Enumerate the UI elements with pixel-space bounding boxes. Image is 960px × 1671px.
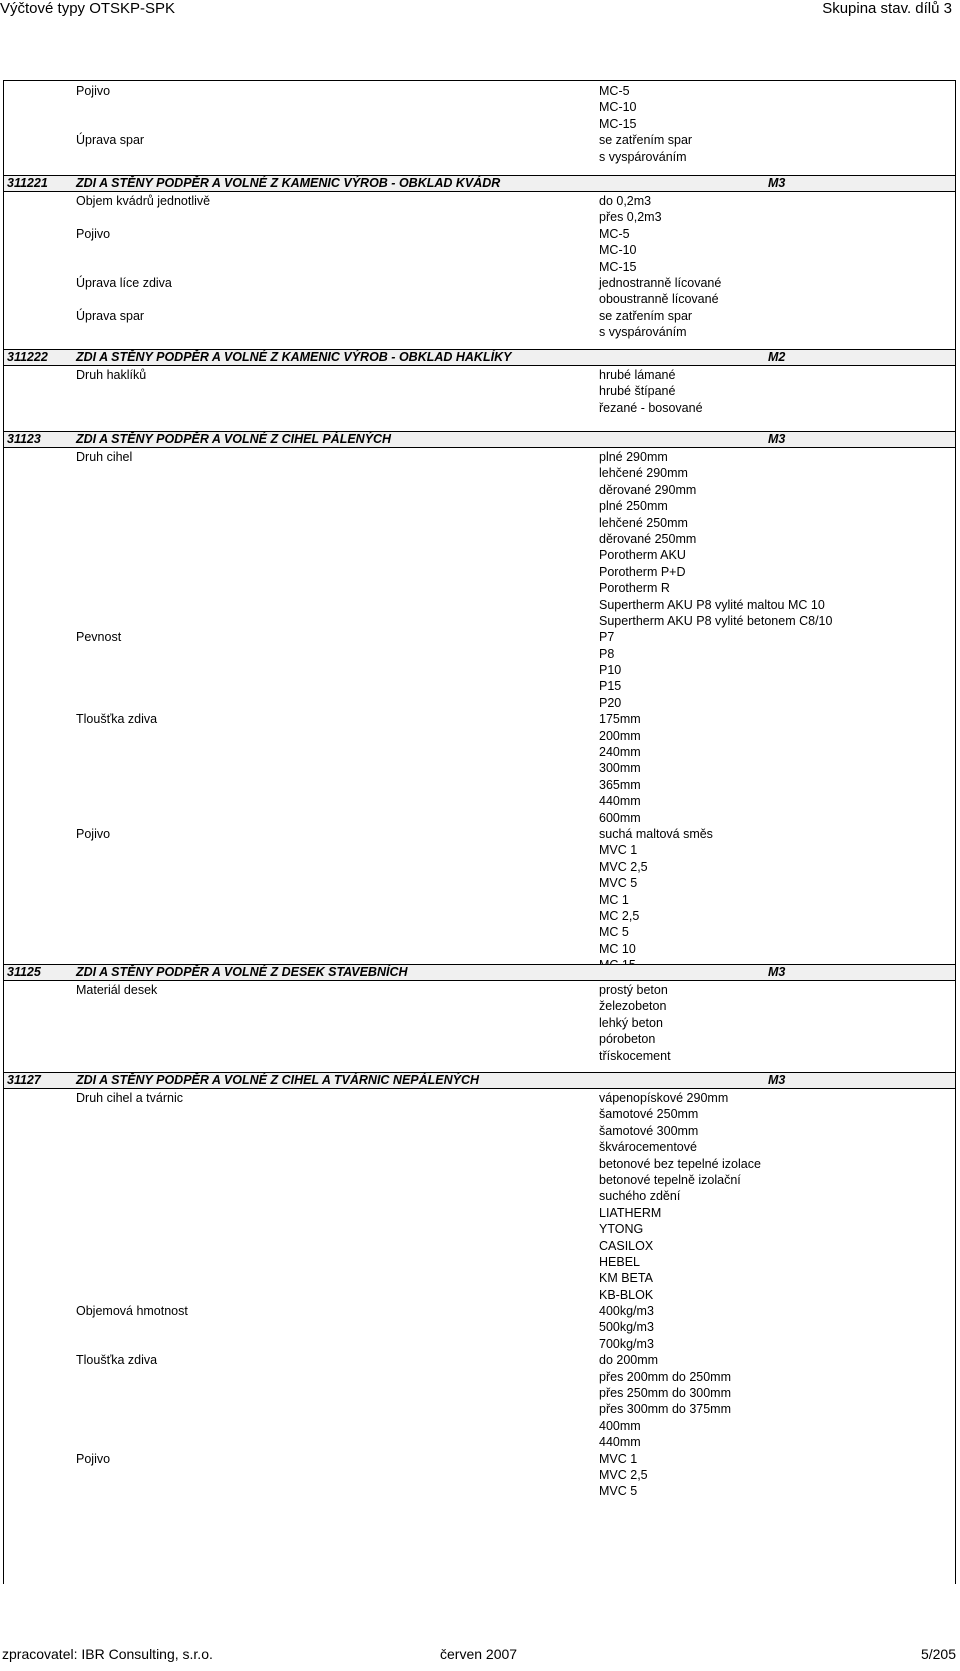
row-value: 400mm: [599, 1418, 641, 1433]
table-row: [4, 728, 955, 744]
table-row: [4, 646, 955, 662]
section: [4, 175, 955, 341]
section: [4, 431, 955, 974]
row-value: 365mm: [599, 777, 641, 792]
row-value: se zatřením spar: [599, 308, 693, 323]
row-value: plné 290mm: [599, 450, 668, 464]
table-row: [4, 465, 955, 481]
row-value: MC-5: [599, 84, 630, 98]
section-unit: M3: [768, 1073, 786, 1087]
row-value: P10: [599, 663, 622, 678]
table-row: [4, 1048, 955, 1064]
row-value: železobeton: [599, 999, 667, 1014]
row-value: šamotové 250mm: [599, 1107, 699, 1122]
table-row: [4, 1369, 955, 1385]
row-value: lehčené 250mm: [599, 515, 688, 530]
table-row: [4, 1451, 955, 1467]
table-row: [4, 1287, 955, 1303]
table-row: [4, 291, 955, 307]
row-value: MVC 5: [599, 1484, 638, 1499]
table-row: [4, 744, 955, 760]
table-row: [4, 580, 955, 596]
table-row: [4, 1090, 955, 1106]
table-row: [4, 760, 955, 776]
table-row: [4, 613, 955, 629]
row-value: 500kg/m3: [599, 1320, 654, 1335]
row-value: suchého zdění: [599, 1189, 681, 1204]
row-value: MVC 1: [599, 843, 638, 858]
page-footer: [0, 1646, 960, 1666]
table-row: [4, 498, 955, 514]
table-row: [4, 892, 955, 908]
section-code: 31123: [7, 432, 41, 446]
table-row: [4, 1015, 955, 1031]
row-value: pórobeton: [599, 1032, 656, 1047]
section: [4, 81, 955, 165]
table-row: [4, 1303, 955, 1319]
section: [4, 1072, 955, 1500]
row-value: jednostranně lícované: [599, 275, 722, 290]
row-value: přes 0,2m3: [599, 210, 662, 225]
row-value: suchá maltová směs: [599, 826, 713, 841]
table-row: [4, 597, 955, 613]
table-row: [4, 1385, 955, 1401]
row-value: Porotherm P+D: [599, 564, 686, 579]
row-value: 300mm: [599, 761, 641, 776]
row-value: do 200mm: [599, 1353, 659, 1368]
row-value: hrubé lámané: [599, 368, 676, 382]
footer-left: zpracovatel: IBR Consulting, s.r.o.: [2, 1646, 213, 1662]
table-row: [4, 662, 955, 678]
row-label: Druh cihel: [76, 450, 133, 464]
row-value: děrované 250mm: [599, 531, 697, 546]
row-value: 700kg/m3: [599, 1336, 654, 1351]
table-row: [4, 226, 955, 242]
table-row: [4, 209, 955, 225]
row-value: P7: [599, 630, 615, 645]
table-row: [4, 531, 955, 547]
footer-right: 5/205: [920, 1646, 956, 1662]
row-value: vápenopískové 290mm: [599, 1091, 729, 1105]
header-left: Výčtové typy OTSKP-SPK: [0, 0, 176, 17]
row-value: MC-15: [599, 259, 637, 274]
row-value: škvárocementové: [599, 1140, 697, 1155]
row-value: MC 2,5: [599, 908, 640, 923]
table-row: [4, 859, 955, 875]
table-row: [4, 1434, 955, 1450]
table-row: [4, 982, 955, 998]
row-value: s vyspárováním: [599, 149, 687, 164]
header-right: Skupina stav. dílů 3: [822, 0, 952, 17]
row-label: Úprava spar: [76, 308, 145, 323]
row-value: řezané - bosované: [599, 400, 703, 415]
section-header: [4, 431, 955, 448]
table-row: [4, 924, 955, 940]
row-label: Pevnost: [76, 630, 122, 645]
table-row: [4, 275, 955, 291]
table-row: [4, 482, 955, 498]
table-row: [4, 711, 955, 727]
row-label: Materiál desek: [76, 983, 158, 997]
row-value: 440mm: [599, 1435, 641, 1450]
row-value: MC 5: [599, 925, 629, 940]
row-value: 175mm: [599, 712, 641, 727]
table-row: [4, 826, 955, 842]
table-row: [4, 564, 955, 580]
footer-center: červen 2007: [440, 1646, 518, 1662]
row-value: 440mm: [599, 794, 641, 809]
row-value: HEBEL: [599, 1254, 640, 1269]
table-row: [4, 149, 955, 165]
row-label: Objemová hmotnost: [76, 1304, 188, 1319]
row-value: MC 10: [599, 941, 636, 956]
row-value: MVC 2,5: [599, 859, 648, 874]
section-title: ZDI A STĚNY PODPĚR A VOLNÉ Z CIHEL PÁLENÝCH: [76, 432, 392, 446]
row-value: šamotové 300mm: [599, 1123, 699, 1138]
table-row: [4, 998, 955, 1014]
table-row: [4, 1418, 955, 1434]
section-title: ZDI A STĚNY PODPĚR A VOLNÉ Z KAMENIC VÝROB - OBKLAD KVÁDR: [76, 176, 501, 190]
row-value: oboustranně lícované: [599, 292, 719, 307]
row-value: lehčené 290mm: [599, 466, 688, 481]
table-row: [4, 1139, 955, 1155]
table-row: [4, 941, 955, 957]
row-label: Objem kvádrů jednotlivě: [76, 194, 211, 208]
row-value: Supertherm AKU P8 vylité maltou MC 10: [599, 597, 825, 612]
table-row: [4, 383, 955, 399]
section-code: 31127: [7, 1073, 41, 1087]
row-value: děrované 290mm: [599, 482, 697, 497]
row-label: Pojivo: [76, 1451, 111, 1466]
row-label: Úprava líce zdiva: [76, 275, 172, 290]
table-row: [4, 1123, 955, 1139]
table-row: [4, 1221, 955, 1237]
row-value: 240mm: [599, 745, 641, 760]
table-row: [4, 1156, 955, 1172]
row-value: betonové bez tepelné izolace: [599, 1156, 761, 1171]
row-label: Druh cihel a tvárnic: [76, 1091, 183, 1105]
table-row: [4, 367, 955, 383]
table-row: [4, 777, 955, 793]
row-value: MC-5: [599, 226, 630, 241]
table-row: [4, 116, 955, 132]
section-code: 31125: [7, 965, 41, 979]
row-value: plné 250mm: [599, 499, 668, 514]
table-row: [4, 1172, 955, 1188]
row-value: MC-15: [599, 116, 637, 131]
row-label: Pojivo: [76, 226, 111, 241]
section-code: 311222: [7, 350, 48, 364]
row-value: MVC 5: [599, 876, 638, 891]
table-row: [4, 515, 955, 531]
row-value: MC-10: [599, 243, 637, 258]
table-row: [4, 547, 955, 563]
row-value: MVC 1: [599, 1451, 638, 1466]
row-value: se zatřením spar: [599, 133, 693, 148]
table-row: [4, 810, 955, 826]
table-row: [4, 1467, 955, 1483]
section: [4, 349, 955, 416]
row-value: přes 300mm do 375mm: [599, 1402, 732, 1417]
row-label: Tloušťka zdiva: [76, 712, 158, 727]
row-value: 600mm: [599, 810, 641, 825]
table-row: [4, 1270, 955, 1286]
row-value: přes 200mm do 250mm: [599, 1369, 732, 1384]
table-row: [4, 324, 955, 340]
section-title: ZDI A STĚNY PODPĚR A VOLNÉ Z DESEK STAVEBNÍCH: [76, 965, 408, 979]
section-header: [4, 1072, 955, 1089]
table-row: [4, 695, 955, 711]
table-row: [4, 259, 955, 275]
table-row: [4, 449, 955, 465]
row-value: Porotherm AKU: [599, 548, 686, 563]
row-value: P8: [599, 646, 615, 661]
row-value: s vyspárováním: [599, 325, 687, 340]
section-unit: M2: [768, 350, 786, 364]
table-row: [4, 1254, 955, 1270]
row-label: Pojivo: [76, 84, 111, 98]
row-label: Tloušťka zdiva: [76, 1353, 158, 1368]
section-header: [4, 964, 955, 981]
table-row: [4, 1188, 955, 1204]
row-value: hrubé štípané: [599, 384, 676, 399]
table-row: [4, 242, 955, 258]
row-value: do 0,2m3: [599, 194, 652, 208]
row-value: P20: [599, 695, 622, 710]
row-label: Druh haklíků: [76, 368, 147, 382]
row-value: Supertherm AKU P8 vylité betonem C8/10: [599, 613, 833, 628]
table-row: [4, 908, 955, 924]
row-value: P15: [599, 679, 622, 694]
table-row: [4, 875, 955, 891]
table-row: [4, 1336, 955, 1352]
table-row: [4, 1031, 955, 1047]
page-header: [0, 0, 960, 22]
section-unit: M3: [768, 432, 786, 446]
section-unit: M3: [768, 965, 786, 979]
row-label: Pojivo: [76, 826, 111, 841]
section-unit: M3: [768, 176, 786, 190]
section: [4, 964, 955, 1064]
row-value: MVC 2,5: [599, 1467, 648, 1482]
table-row: [4, 99, 955, 115]
table-row: [4, 1106, 955, 1122]
row-value: lehký beton: [599, 1015, 663, 1030]
row-value: KM BETA: [599, 1271, 653, 1286]
table-row: [4, 793, 955, 809]
row-value: MC 1: [599, 892, 629, 907]
row-value: betonové tepelně izolační: [599, 1172, 741, 1187]
table-row: [4, 1352, 955, 1368]
row-value: YTONG: [599, 1222, 644, 1237]
table-row: [4, 629, 955, 645]
row-value: 400kg/m3: [599, 1304, 654, 1319]
document-table: [3, 80, 956, 1584]
row-value: KB-BLOK: [599, 1287, 654, 1302]
section-title: ZDI A STĚNY PODPĚR A VOLNÉ Z CIHEL A TVÁRNIC NEPÁLENÝCH: [76, 1073, 480, 1087]
row-value: Porotherm R: [599, 581, 670, 596]
table-row: [4, 1483, 955, 1499]
row-value: MC-10: [599, 100, 637, 115]
table-row: [4, 1319, 955, 1335]
row-label: Úprava spar: [76, 133, 145, 148]
table-row: [4, 1205, 955, 1221]
row-value: třískocement: [599, 1048, 671, 1063]
section-code: 311221: [7, 176, 48, 190]
section-header: [4, 175, 955, 192]
table-row: [4, 1401, 955, 1417]
table-row: [4, 308, 955, 324]
section-title: ZDI A STĚNY PODPĚR A VOLNÉ Z KAMENIC VÝROB - OBKLAD HAKLÍKY: [76, 350, 512, 364]
row-value: prostý beton: [599, 983, 668, 997]
row-value: LIATHERM: [599, 1205, 662, 1220]
table-row: [4, 132, 955, 148]
table-row: [4, 678, 955, 694]
table-row: [4, 193, 955, 209]
row-value: přes 250mm do 300mm: [599, 1386, 732, 1401]
row-value: CASILOX: [599, 1238, 654, 1253]
table-row: [4, 400, 955, 416]
table-row: [4, 83, 955, 99]
table-row: [4, 1238, 955, 1254]
section-header: [4, 349, 955, 366]
row-value: 200mm: [599, 728, 641, 743]
table-row: [4, 842, 955, 858]
